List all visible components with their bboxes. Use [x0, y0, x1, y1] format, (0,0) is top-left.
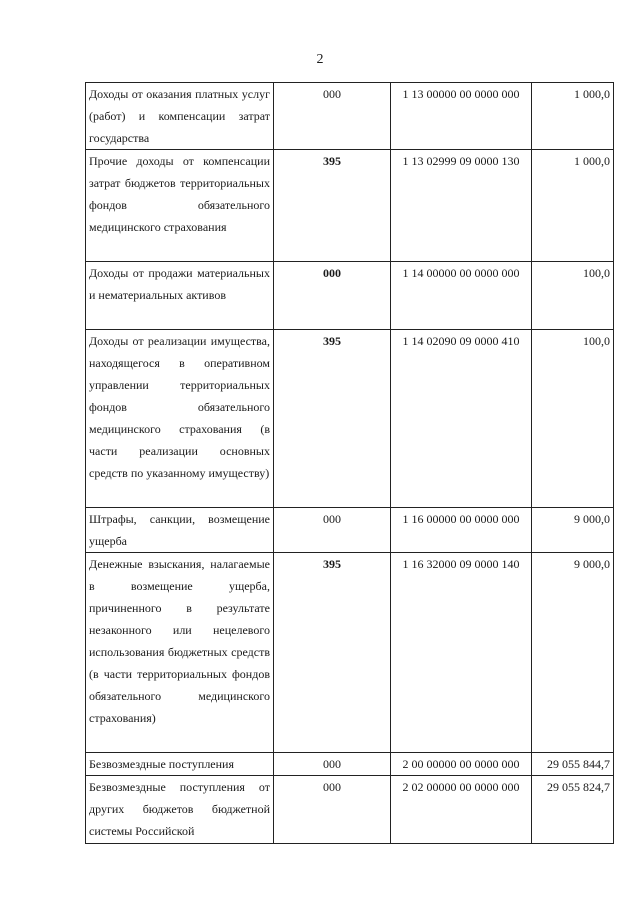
row-budget-code: 1 13 00000 00 0000 000: [391, 83, 532, 150]
row-amount: 29 055 824,7: [532, 776, 614, 844]
table-row: [86, 262, 614, 330]
table-row: [86, 753, 614, 776]
revenue-table: [85, 82, 614, 844]
row-admin-code: 000: [274, 776, 391, 844]
row-amount: 9 000,0: [532, 508, 614, 553]
row-admin-code: 000: [274, 753, 391, 776]
row-description: Безвозмездные поступления от других бюджетов бюджетной системы Российской: [86, 776, 274, 844]
row-amount: 9 000,0: [532, 553, 614, 753]
row-amount: 29 055 844,7: [532, 753, 614, 776]
row-amount: 1 000,0: [532, 83, 614, 150]
row-amount: 100,0: [532, 330, 614, 508]
row-description: Штрафы, санкции, возмещение ущерба: [86, 508, 274, 553]
page-number: 2: [316, 52, 324, 67]
row-description: Денежные взыскания, налагаемые в возмещение ущерба, причиненного в результате незаконного или нецелевого использования бюджетных средств (в части территориальных фондов обязательного медицинского страхования): [86, 553, 274, 753]
row-budget-code: 2 02 00000 00 0000 000: [391, 776, 532, 844]
row-admin-code: 000: [274, 83, 391, 150]
row-amount: 100,0: [532, 262, 614, 330]
row-budget-code: 1 16 32000 09 0000 140: [391, 553, 532, 753]
table-row: [86, 776, 614, 844]
row-admin-code: 395: [274, 150, 391, 262]
row-description: Доходы от продажи материальных и нематериальных активов: [86, 262, 274, 330]
row-budget-code: 1 14 00000 00 0000 000: [391, 262, 532, 330]
table-row: [86, 150, 614, 262]
row-admin-code: 000: [274, 508, 391, 553]
row-budget-code: 2 00 00000 00 0000 000: [391, 753, 532, 776]
table-row: [86, 508, 614, 553]
row-budget-code: 1 13 02999 09 0000 130: [391, 150, 532, 262]
row-description: Доходы от оказания платных услуг (работ) и компенсации затрат государства: [86, 83, 274, 150]
table-row: [86, 553, 614, 753]
table-row: [86, 83, 614, 150]
row-admin-code: 000: [274, 262, 391, 330]
row-budget-code: 1 14 02090 09 0000 410: [391, 330, 532, 508]
row-description: Безвозмездные поступления: [86, 753, 274, 776]
row-amount: 1 000,0: [532, 150, 614, 262]
table-row: [86, 330, 614, 508]
row-admin-code: 395: [274, 330, 391, 508]
row-budget-code: 1 16 00000 00 0000 000: [391, 508, 532, 553]
row-description: Прочие доходы от компенсации затрат бюджетов территориальных фондов обязательного медицинского страхования: [86, 150, 274, 262]
row-description: Доходы от реализации имущества, находящегося в оперативном управлении территориальных фондов обязательного медицинского страхования (в части реализации основных средств по указанному имуществу): [86, 330, 274, 508]
row-admin-code: 395: [274, 553, 391, 753]
